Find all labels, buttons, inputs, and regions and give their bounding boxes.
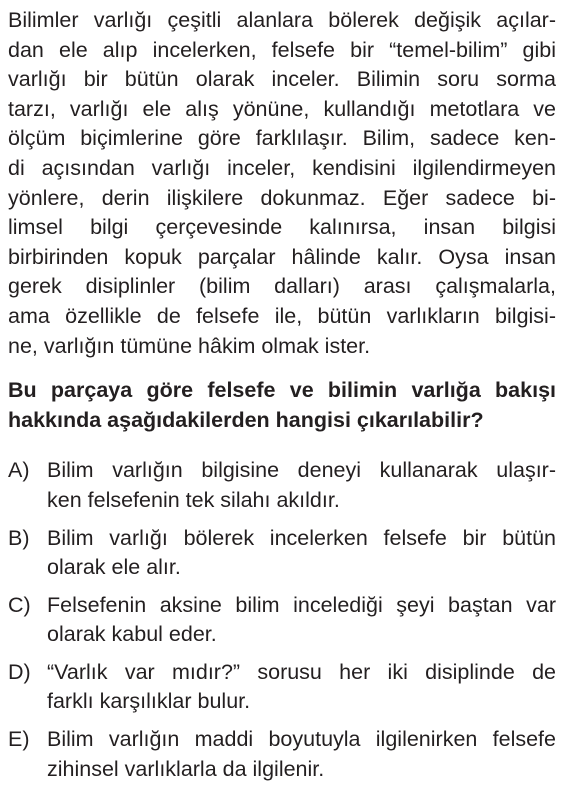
passage-line: birbirinden kopuk parçalar hâlinde kalır. Oysa insan xyxy=(8,244,556,269)
option-line: farklı karşılıklar bulur. xyxy=(47,689,251,714)
passage-line: varlığı bir bütün olarak inceler. Bilimin soru sorma xyxy=(8,67,556,92)
option-letter: D) xyxy=(8,659,31,684)
reading-passage xyxy=(8,6,556,361)
option-d[interactable] xyxy=(8,658,556,717)
option-letter: C) xyxy=(8,592,31,617)
passage-line: di açısından varlığı inceler, kendisini ilgilendirmeyen xyxy=(8,155,556,180)
option-line: Felsefenin aksine bilim incelediği şeyi baştan var xyxy=(47,592,556,617)
option-letter: E) xyxy=(8,727,30,752)
passage-line: Bilimler varlığı çeşitli alanlara bölerek değişik açılar- xyxy=(8,8,556,32)
option-line: “Varlık var mıdır?” sorusu her iki disiplinde de xyxy=(47,659,556,684)
option-letter: A) xyxy=(8,458,30,483)
answer-options xyxy=(8,456,556,784)
passage-line: tarzı, varlığı ele alış yönüne, kullandığı metotlara ve xyxy=(8,96,556,121)
option-letter: B) xyxy=(8,525,30,550)
passage-line: limsel bilgi çerçevesinde kalınırsa, insan bilgisi xyxy=(8,215,556,240)
option-e[interactable] xyxy=(8,725,556,784)
option-c[interactable] xyxy=(8,591,556,650)
passage-line: gerek disiplinler (bilim dalları) arası çalışmalarla, xyxy=(8,274,556,299)
question-line: hakkında aşağıdakilerden hangisi çıkarılabilir? xyxy=(8,407,484,432)
option-a[interactable] xyxy=(8,456,556,515)
option-line: Bilim varlığı bölerek incelerken felsefe bir bütün xyxy=(47,525,556,550)
passage-line: ölçüm biçimlerine göre farklılaşır. Bilim, sadece ken- xyxy=(8,126,556,151)
option-line: olarak kabul eder. xyxy=(47,622,217,647)
option-line: olarak ele alır. xyxy=(47,555,181,580)
passage-line: ne, varlığın tümüne hâkim olmak ister. xyxy=(8,333,371,358)
passage-line: ama özellikle de felsefe ile, bütün varlıkların bilgisi- xyxy=(8,303,556,328)
question-line: Bu parçaya göre felsefe ve bilimin varlığa bakışı xyxy=(8,378,556,403)
option-line: ken felsefenin tek silahı akıldır. xyxy=(47,487,340,512)
option-b[interactable] xyxy=(8,524,556,583)
option-line: zihinsel varlıklarla da ilgilenir. xyxy=(47,756,325,781)
option-line: Bilim varlığın bilgisine deneyi kullanarak ulaşır- xyxy=(47,458,556,483)
passage-line: dan ele alıp incelerken, felsefe bir “temel-bilim” gibi xyxy=(8,37,556,62)
passage-line: yönlere, derin ilişkilere dokunmaz. Eğer sadece bi- xyxy=(8,185,556,210)
question-page xyxy=(8,6,556,792)
question-stem xyxy=(8,376,556,435)
option-line: Bilim varlığın maddi boyutuyla ilgilenirken felsefe xyxy=(47,727,556,752)
